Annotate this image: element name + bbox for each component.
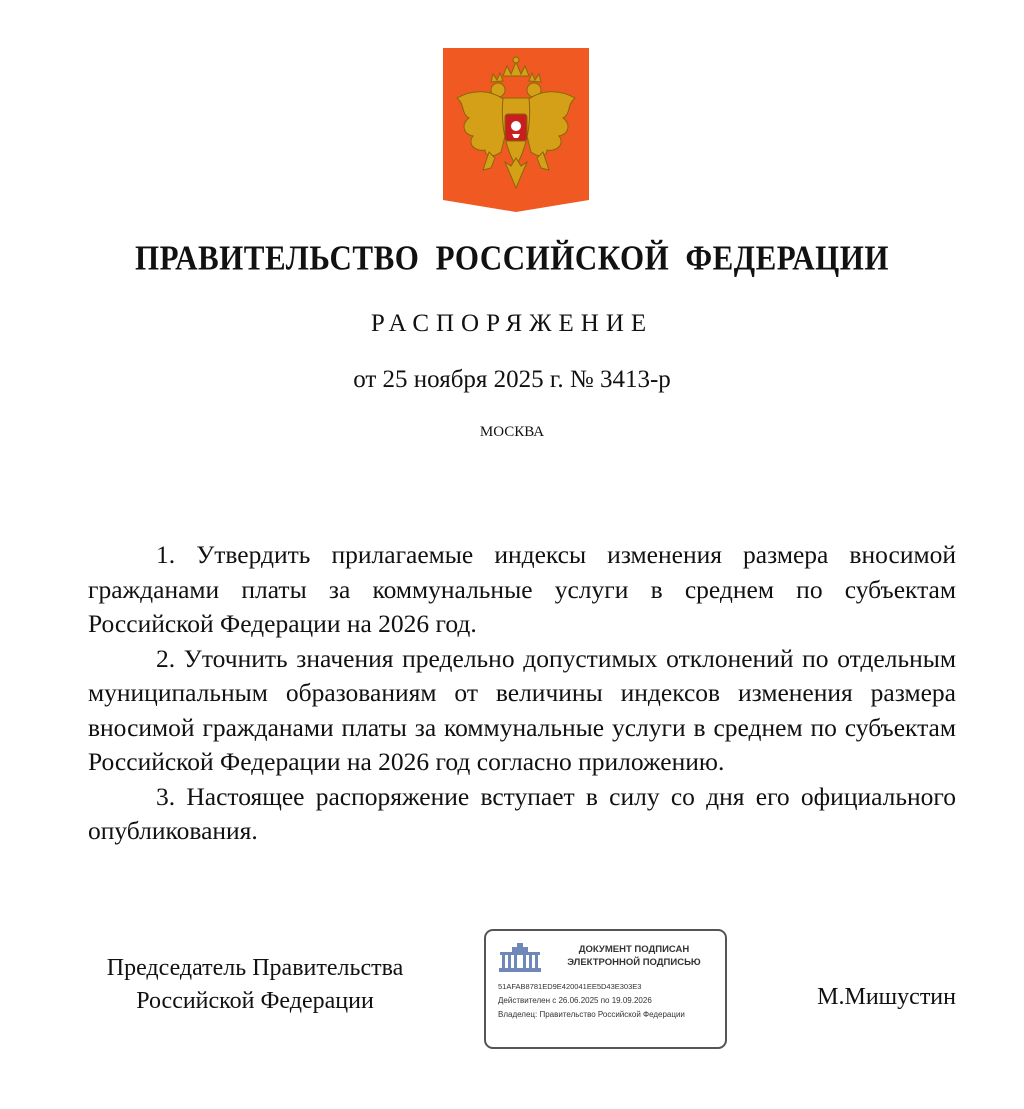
signatory-name: М.Мишустин — [817, 984, 956, 1010]
certificate-validity: Действителен с 26.06.2025 по 19.09.2026 — [498, 996, 652, 1005]
order-paragraph-1: 1. Утвердить прилагаемые индексы изменения размера вносимой гражданами платы за коммунальные услуги в среднем по субъектам Российской Федерации на 2026 год. — [88, 540, 956, 638]
stamp-heading-line-1: ДОКУМЕНТ ПОДПИСАН — [578, 944, 690, 955]
government-building-icon — [498, 941, 542, 975]
order-paragraph-2: 2. Уточнить значения предельно допустимых отклонений по отдельным муниципальным образованиям от величины индексов изменения размера вносимой гражданами платы за коммунальные услуги в среднем по субъектам Российской Федерации на 2026 год согласно приложению. — [88, 643, 956, 776]
document-date-number: от 25 ноября 2025 г. № 3413-р — [353, 366, 671, 393]
certificate-serial: 51AFAB8781ED9E420041EE5D43E303E3 — [498, 982, 642, 991]
issuing-authority: ПРАВИТЕЛЬСТВО РОССИЙСКОЙ ФЕДЕРАЦИИ — [135, 238, 889, 278]
order-body — [88, 538, 956, 849]
issue-city: МОСКВА — [479, 424, 545, 440]
electronic-signature-stamp — [484, 929, 727, 1049]
certificate-owner: Владелец: Правительство Российской Федерации — [498, 1010, 685, 1019]
signatory-title — [88, 952, 422, 1018]
stamp-heading — [548, 943, 720, 969]
signatory-title-line-2: Российской Федерации — [136, 988, 374, 1014]
order-paragraph-3: 3. Настоящее распоряжение вступает в силу со дня его официального опубликования. — [88, 781, 956, 845]
document-type: РАСПОРЯЖЕНИЕ — [370, 310, 654, 337]
coat-of-arms-emblem — [443, 48, 589, 212]
signatory-title-line-1: Председатель Правительства — [106, 955, 404, 981]
stamp-heading-line-2: ЭЛЕКТРОННОЙ ПОДПИСЬЮ — [567, 957, 701, 968]
